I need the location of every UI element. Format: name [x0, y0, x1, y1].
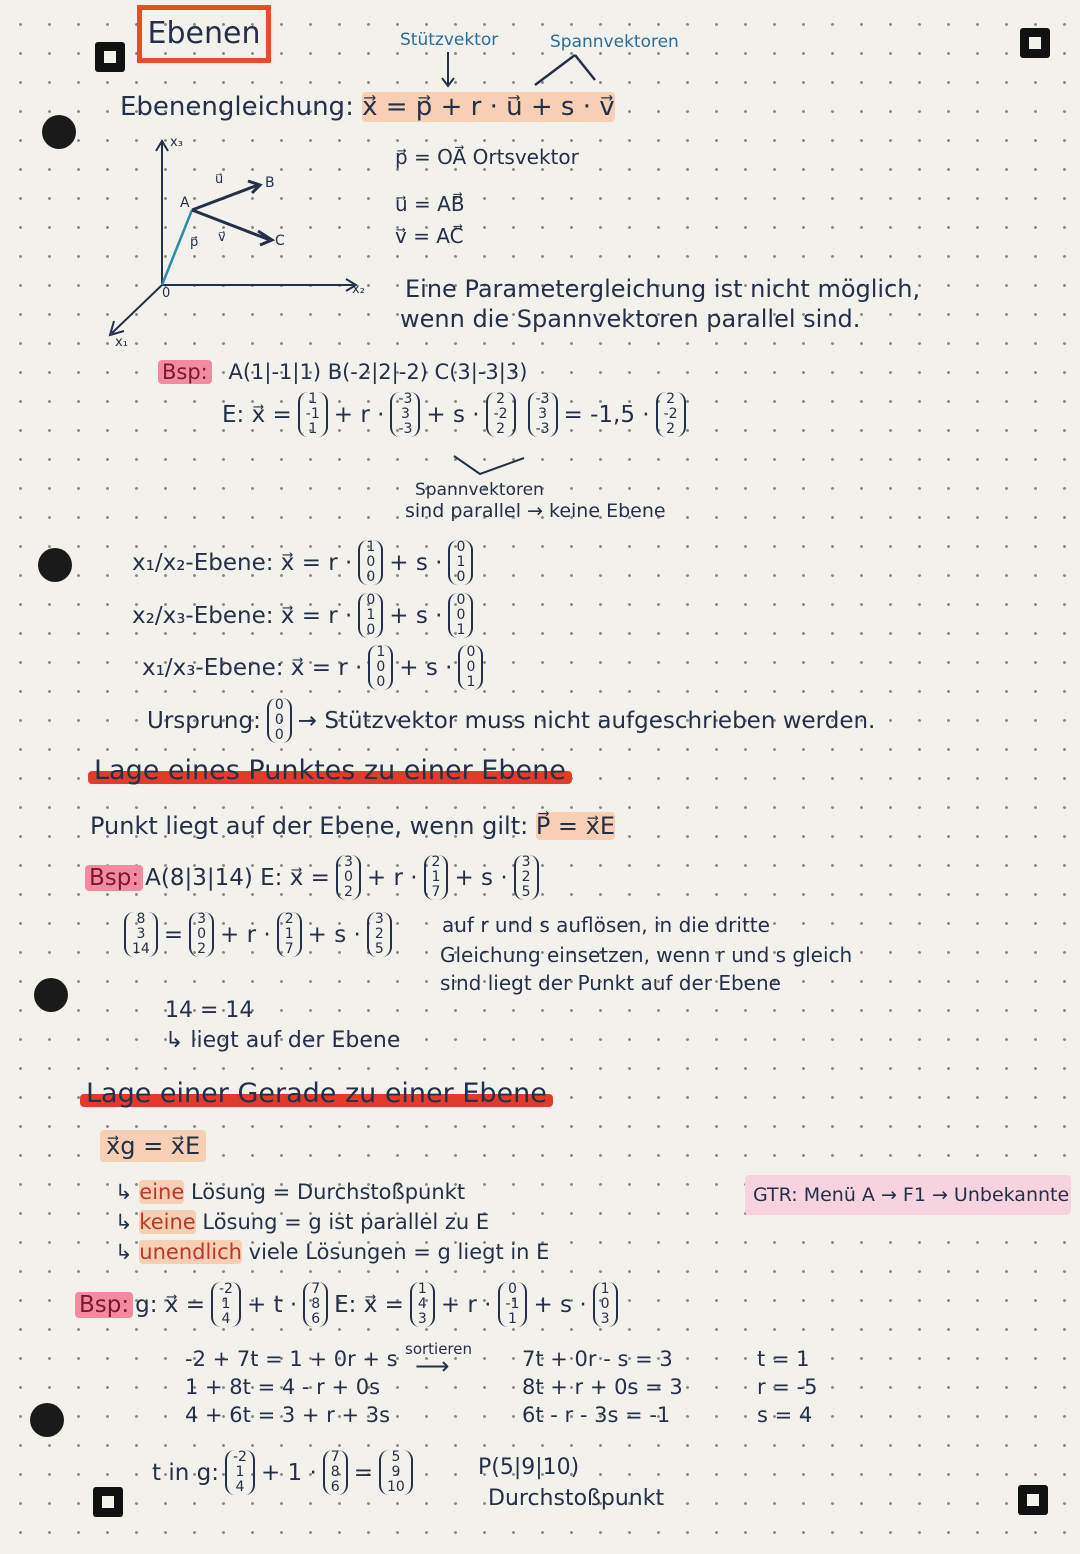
vector-component: 0 — [197, 926, 207, 942]
vector-component: 1 — [308, 391, 318, 407]
definition-p: p⃗ = OA⃗ Ortsvektor — [395, 145, 579, 169]
case-rest: viele Lösungen = g liegt in E — [241, 1240, 550, 1264]
axis-label-x3: x₃ — [170, 135, 183, 150]
plane-equation-label: Ebenengleichung: — [120, 92, 354, 122]
vector-u-label: u⃗ — [215, 172, 224, 187]
vector-component: -2 — [232, 1449, 247, 1465]
bsp-badge: Bsp: — [158, 360, 212, 384]
explain-line: auf r und s auflösen, in die dritte — [442, 913, 770, 937]
vector-component: 0 — [456, 539, 466, 555]
explain-line: Gleichung einsetzen, wenn r und s gleich — [440, 943, 853, 967]
vector-component: 0 — [508, 1281, 517, 1297]
column-vector — [656, 392, 686, 437]
sorted-equation: 7t + 0r - s = 3 — [522, 1347, 673, 1371]
vector-component: 0 — [456, 607, 466, 623]
vector-component: 3 — [136, 926, 146, 942]
vector-component: 1 — [417, 1281, 427, 1297]
vector-component: 5 — [521, 884, 531, 900]
points-text: A(1|-1|1) B(-2|2|-2) C(3|-3|3) — [228, 360, 528, 384]
corner-marker-icon — [1018, 1485, 1048, 1515]
result-line: ↳ liegt auf der Ebene — [165, 1028, 401, 1053]
sorted-equation: 6t - r - 3s = -1 — [522, 1403, 671, 1427]
note-line: Eine Parametergleichung ist nicht möglich, — [405, 275, 921, 303]
case-key: keine — [139, 1210, 196, 1234]
vector-component: 1 — [466, 674, 476, 690]
equation-text: x₁/x₂-Ebene: x⃗ = r · — [132, 549, 353, 576]
vector-component: 1 — [221, 1296, 231, 1312]
page-title: Ebenen — [137, 5, 271, 63]
vector-component: -2 — [218, 1281, 233, 1297]
final-equation — [150, 1450, 417, 1495]
equation-text: + s · — [389, 549, 443, 576]
equation-text: → Stützvektor muss nicht aufgeschrieben werden. — [297, 707, 876, 734]
corner-marker-icon — [95, 42, 125, 72]
plane-equation-formula: x⃗ = p⃗ + r · u⃗ + s · v⃗ — [362, 92, 615, 122]
plane-x2x3 — [130, 593, 477, 638]
example2-line — [85, 855, 543, 900]
definition-u: u⃗ = AB⃗ — [395, 192, 465, 216]
vector-component: 4 — [417, 1296, 427, 1312]
equation-text: t in g: — [152, 1459, 219, 1486]
axis-label-x1: x₁ — [115, 335, 128, 350]
check-mark — [450, 452, 530, 480]
column-vector — [410, 1282, 435, 1327]
equation-text: + r · — [220, 921, 271, 948]
vector-component: -2 — [493, 406, 508, 422]
column-vector — [336, 855, 361, 900]
column-vector — [498, 1282, 528, 1327]
column-vector — [448, 540, 473, 585]
case-key: unendlich — [139, 1240, 242, 1264]
origin-label: 0 — [162, 286, 171, 301]
vector-component: 1 — [456, 622, 466, 638]
column-vector — [211, 1282, 241, 1327]
case-pre: ↳ — [115, 1210, 140, 1234]
equation-text: + s · — [389, 602, 443, 629]
vector-component: 3 — [197, 911, 207, 927]
bsp-badge: Bsp: — [85, 865, 143, 891]
result-line: 14 = 14 — [165, 998, 254, 1023]
vector-component: 2 — [666, 421, 676, 437]
vector-component: 4 — [235, 1479, 245, 1495]
vector-component: 1 — [376, 644, 386, 660]
vector-component: 8 — [136, 911, 146, 927]
equation-text: E: x⃗ = — [222, 401, 292, 428]
sorted-equation: 8t + r + 0s = 3 — [522, 1375, 683, 1399]
column-vector — [298, 392, 328, 437]
equation-text: Ursprung: — [147, 707, 261, 734]
vector-component: 0 — [366, 554, 376, 570]
case-rest: Lösung = Durchstoßpunkt — [184, 1180, 466, 1204]
column-vector — [303, 1282, 328, 1327]
binder-hole — [30, 1403, 64, 1437]
example1-remark: sind parallel → keine Ebene — [405, 500, 666, 522]
vector-component: 2 — [197, 941, 207, 957]
column-vector — [124, 912, 158, 957]
vector-component: 7 — [431, 884, 441, 900]
vector-component: -1 — [305, 406, 320, 422]
column-vector — [390, 392, 420, 437]
vector-component: 0 — [376, 674, 386, 690]
column-vector — [277, 912, 302, 957]
example2-equation — [120, 912, 396, 957]
axis-label-x2: x₂ — [352, 282, 365, 297]
column-vector — [458, 645, 483, 690]
rule-formula: P⃗ = x⃗E — [535, 812, 616, 840]
equation-text: + r · — [440, 1291, 492, 1318]
equation-text: = — [353, 1459, 373, 1486]
vector-component: 5 — [391, 1449, 401, 1465]
system-equation: -2 + 7t = 1 + 0r + s — [185, 1347, 398, 1371]
vector-component: 1 — [284, 926, 294, 942]
heading-text: Lage eines Punktes zu einer Ebene — [94, 755, 566, 786]
vector-component: 0 — [466, 644, 476, 660]
vector-component: 2 — [284, 911, 294, 927]
vector-component: 6 — [311, 1311, 321, 1327]
vector-component: 0 — [456, 592, 466, 608]
vector-component: 1 — [600, 1281, 610, 1297]
vector-component: 3 — [417, 1311, 427, 1327]
equation-text: + r · — [333, 401, 385, 428]
equation-text: + 1 · — [260, 1459, 317, 1486]
example1-points — [158, 360, 527, 384]
example3-line — [75, 1282, 622, 1327]
rule-text: Punkt liegt auf der Ebene, wenn gilt: — [90, 812, 529, 840]
equation-text: x₂/x₃-Ebene: x⃗ = r · — [132, 602, 353, 629]
case-pre: ↳ — [115, 1240, 140, 1264]
vector-component: 0 — [466, 659, 476, 675]
equation-text: = — [163, 921, 184, 948]
vector-component: 2 — [666, 391, 676, 407]
case-key: eine — [139, 1180, 185, 1204]
equation-text: + s · — [307, 921, 361, 948]
vector-component: 1 — [235, 1464, 245, 1480]
vector-component: -3 — [398, 391, 413, 407]
case-item — [115, 1210, 489, 1234]
vector-component: 3 — [400, 406, 410, 422]
vector-component: 1 — [431, 869, 441, 885]
vector-component: 1 — [366, 607, 376, 623]
column-vector — [486, 392, 516, 437]
vector-v-label: v⃗ — [218, 230, 226, 245]
vector-component: 2 — [496, 391, 506, 407]
column-vector — [379, 1450, 413, 1495]
point-a-label: A — [180, 195, 190, 211]
equation-text: + s · — [533, 1291, 587, 1318]
column-vector — [593, 1282, 618, 1327]
annotation-arrows — [420, 50, 620, 95]
column-vector — [448, 593, 473, 638]
vector-component: 2 — [431, 854, 441, 870]
vector-component: 8 — [330, 1464, 340, 1480]
vector-component: -3 — [398, 421, 413, 437]
vector-component: 0 — [343, 869, 353, 885]
case-item — [115, 1180, 465, 1204]
vector-component: 1 — [456, 554, 466, 570]
column-vector — [189, 912, 214, 957]
column-vector — [225, 1450, 255, 1495]
vector-component: 2 — [521, 869, 531, 885]
case-item — [115, 1240, 549, 1264]
column-vector — [424, 855, 449, 900]
column-vector — [358, 593, 383, 638]
vector-component: 2 — [496, 421, 506, 437]
vector-component: 9 — [391, 1464, 401, 1480]
vector-component: 0 — [274, 697, 284, 713]
vector-component: 10 — [386, 1479, 405, 1495]
corner-marker-icon — [93, 1487, 123, 1517]
vector-component: 0 — [600, 1296, 610, 1312]
explain-line: sind liegt der Punkt auf der Ebene — [440, 971, 781, 995]
equation-text: + s · — [426, 401, 480, 428]
vector-p-label: p⃗ — [190, 235, 199, 250]
vector-component: 4 — [221, 1311, 231, 1327]
gtr-hint: GTR: Menü A → F1 → Unbekannte — [745, 1175, 1071, 1215]
column-vector — [514, 855, 539, 900]
example1-equation — [220, 392, 690, 437]
plane-x1x2 — [130, 540, 477, 585]
line-plane-formula: x⃗g = x⃗E — [100, 1130, 206, 1162]
column-vector — [368, 645, 393, 690]
plane-x1x3 — [140, 645, 487, 690]
origin-note — [145, 698, 877, 743]
point-rule — [90, 812, 615, 840]
vector-component: 1 — [308, 421, 318, 437]
stuetzvektor-label: Stützvektor — [400, 30, 499, 50]
column-vector — [367, 912, 392, 957]
solution-equation: s = 4 — [757, 1403, 813, 1427]
binder-hole — [42, 115, 76, 149]
vector-component: 0 — [274, 712, 284, 728]
corner-marker-icon — [1020, 28, 1050, 58]
equation-text: + s · — [399, 654, 453, 681]
binder-hole — [38, 548, 72, 582]
equation-text: A(8|3|14) E: x⃗ = — [145, 864, 330, 891]
vector-component: -3 — [535, 391, 550, 407]
vector-component: 0 — [376, 659, 386, 675]
column-vector — [358, 540, 383, 585]
equation-text: g: x⃗ = — [135, 1291, 205, 1318]
sort-label: sortieren — [405, 1340, 473, 1358]
solution-equation: t = 1 — [757, 1347, 810, 1371]
intersection-label: Durchstoßpunkt — [488, 1486, 665, 1511]
vector-component: 0 — [366, 622, 376, 638]
vector-component: 3 — [343, 854, 353, 870]
vector-component: 3 — [374, 911, 384, 927]
vector-component: 0 — [456, 569, 466, 585]
case-pre: ↳ — [115, 1180, 140, 1204]
vector-component: 0 — [274, 727, 284, 743]
column-vector — [323, 1450, 348, 1495]
vector-component: 2 — [343, 884, 353, 900]
equation-text: E: x⃗ = — [334, 1291, 404, 1318]
vector-component: 1 — [366, 539, 376, 555]
vector-component: 1 — [508, 1311, 517, 1327]
system-equation: 4 + 6t = 3 + r + 3s — [185, 1403, 391, 1427]
definition-v: v⃗ = AC⃗ — [395, 224, 464, 248]
system-equation: 1 + 8t = 4 - r + 0s — [185, 1375, 381, 1399]
vector-component: -3 — [535, 421, 550, 437]
vector-component: 5 — [374, 941, 384, 957]
vector-component: 2 — [374, 926, 384, 942]
column-vector — [267, 698, 292, 743]
vector-component: -2 — [663, 406, 678, 422]
spannvektoren-label: Spannvektoren — [550, 32, 679, 52]
column-vector — [528, 392, 558, 437]
note-line: wenn die Spannvektoren parallel sind. — [400, 305, 861, 333]
case-rest: Lösung = g ist parallel zu E — [195, 1210, 490, 1234]
vector-component: 7 — [311, 1281, 321, 1297]
binder-hole — [34, 978, 68, 1012]
equation-text: + s · — [454, 864, 508, 891]
vector-component: 7 — [330, 1449, 340, 1465]
coordinate-diagram — [100, 135, 380, 350]
vector-component: 14 — [132, 941, 150, 957]
heading-text: Lage einer Gerade zu einer Ebene — [86, 1078, 547, 1109]
equation-text: + r · — [366, 864, 418, 891]
section-heading-line — [80, 1078, 553, 1109]
vector-component: -1 — [505, 1296, 520, 1312]
section-heading-point — [88, 755, 572, 786]
vector-component: 0 — [366, 592, 376, 608]
vector-component: 6 — [330, 1479, 340, 1495]
equation-text: + t · — [246, 1291, 298, 1318]
vector-component: 3 — [521, 854, 531, 870]
intersection-point: P(5|9|10) — [478, 1455, 580, 1480]
plane-equation — [120, 92, 615, 122]
bsp-badge: Bsp: — [75, 1292, 133, 1318]
equation-text: x₁/x₃-Ebene: x⃗ = r · — [142, 654, 363, 681]
sort-arrow-icon: ⟶ — [415, 1352, 450, 1380]
vector-component: 3 — [600, 1311, 610, 1327]
solution-equation: r = -5 — [757, 1375, 818, 1399]
vector-component: 7 — [284, 941, 294, 957]
equation-text: = -1,5 · — [563, 401, 650, 428]
vector-component: 8 — [311, 1296, 321, 1312]
vector-component: 0 — [366, 569, 376, 585]
point-b-label: B — [265, 175, 275, 191]
example1-remark: Spannvektoren — [415, 480, 544, 500]
vector-component: 3 — [538, 406, 547, 422]
point-c-label: C — [275, 233, 285, 249]
